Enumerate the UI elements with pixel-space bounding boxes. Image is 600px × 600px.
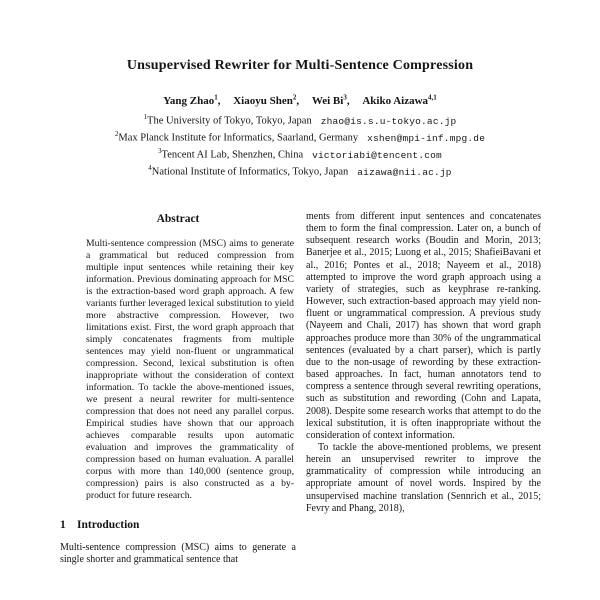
affiliation-line-3: [0, 145, 600, 162]
affiliation-marker: 1: [143, 113, 148, 121]
affiliation-email: victoriabi@tencent.com: [312, 149, 442, 161]
section-heading-introduction: [60, 519, 296, 531]
author-name: Xiaoyu Shen: [233, 94, 293, 107]
author-separator: ,: [296, 94, 300, 107]
affiliation-marker: 2: [114, 130, 119, 138]
author-separator: ,: [346, 94, 350, 107]
author-name: Wei Bi: [311, 94, 344, 107]
right-column-paragraph-2: To tackle the above-mentioned problems, we present herein an unsupervised rewriter to improve the grammaticality of compression while introducing an appropriate amount of novel words. Inspired by the unsupervised machine translation (Sennrich et al., 2015; Fevry and Phang, 2018),: [306, 441, 541, 514]
paper-title: Unsupervised Rewriter for Multi-Sentence Compression: [126, 58, 474, 73]
abstract-text: Multi-sentence compression (MSC) aims to generate a grammatical but reduced compression from multiple input sentences while retaining their key information. Previous dominating approach for MSC is the extraction-based word graph approach. A few variants further leveraged lexical substitution to yield more abstractive compression. However, two limitations exist. First, the word graph approach that simply concatenates fragments from multiple sentences may yield non-fluent or ungrammatical compression. Second, lexical substitution is often inappropriate without the consideration of context information. To tackle the above-mentioned issues, we present a neural rewriter for multi-sentence compression that does not need any parallel corpus. Empirical studies have shown that our approach achieves comparable results upon automatic evaluation and improves the grammaticality of compression based on human evaluation. A parallel corpus with more than 140,000 (sentence group, compression) pairs is also constructed as a by-product for future research.: [86, 238, 294, 501]
author-affil-marker: 2: [292, 93, 297, 101]
right-column-paragraph-1: ments from different input sentences and concatenates them to form the final compression. Later on, a bunch of subsequent research works (Boudin and Morin, 2013; Banerjee et al., 2015; Luong et al., 2015; ShafieiBavani et al., 2016; Pontes et al., 2018; Nayeem et al., 2018) attempted to improve the word graph approach using a variety of strategies, such as keyphrase re-ranking. However, such extraction-based approach may yield non-fluent or ungrammatical compression. A previous study (Nayeem and Chali, 2017) has shown that word graph approaches produce more than 30% of the ungrammatical sentences (evaluated by a chart parser), which is partly due to the non-usage of rewording by these extraction-based approaches. In fact, human annotators tend to compress a sentence through several rewriting operations, such as substitution and rewording (Cohn and Lapata, 2008). Despite some research works that attempt to do the lexical substitution, it is often inappropriate without the consideration of context information.: [306, 211, 541, 441]
abstract-heading: Abstract: [156, 213, 200, 225]
affiliation-marker: 4: [148, 164, 152, 172]
affiliation-block: [0, 111, 600, 179]
author-separator: ,: [217, 94, 221, 107]
left-column: [60, 213, 296, 600]
author-affil-marker: 3: [343, 93, 347, 101]
author-name: Akiko Aizawa: [362, 94, 429, 107]
author-akiko-aizawa: [362, 95, 436, 107]
author-affil-marker: 4,1: [428, 93, 437, 101]
introduction-text: Multi-sentence compression (MSC) aims to generate a single shorter and grammatical sentence that: [60, 542, 296, 566]
right-column: [306, 211, 541, 600]
affiliation-name: Tencent AI Lab, Shenzhen, China: [161, 149, 304, 161]
affiliation-email: xshen@mpi-inf.mpg.de: [367, 132, 486, 144]
author-name: Yang Zhao: [163, 94, 215, 107]
author-line: [0, 93, 600, 107]
affiliation-name: Max Planck Institute for Informatics, Saarland, Germany: [118, 132, 359, 144]
affiliation-email: zhao@is.s.u-tokyo.ac.jp: [320, 115, 457, 127]
affiliation-email: aizawa@nii.ac.jp: [357, 166, 452, 178]
section-title: Introduction: [77, 519, 140, 531]
affiliation-line-4: [0, 162, 600, 179]
affiliation-name: National Institute of Informatics, Tokyo, Japan: [151, 166, 349, 178]
author-wei-bi: [312, 95, 350, 107]
author-xiaoyu-shen: [233, 95, 299, 107]
affiliation-line-1: [0, 111, 600, 128]
author-yang-zhao: [163, 95, 220, 107]
affiliation-line-2: [0, 128, 600, 145]
affiliation-name: The University of Tokyo, Tokyo, Japan: [147, 115, 312, 127]
section-number: 1: [60, 519, 66, 531]
affiliation-marker: 3: [158, 147, 162, 155]
author-affil-marker: 1: [214, 93, 218, 101]
